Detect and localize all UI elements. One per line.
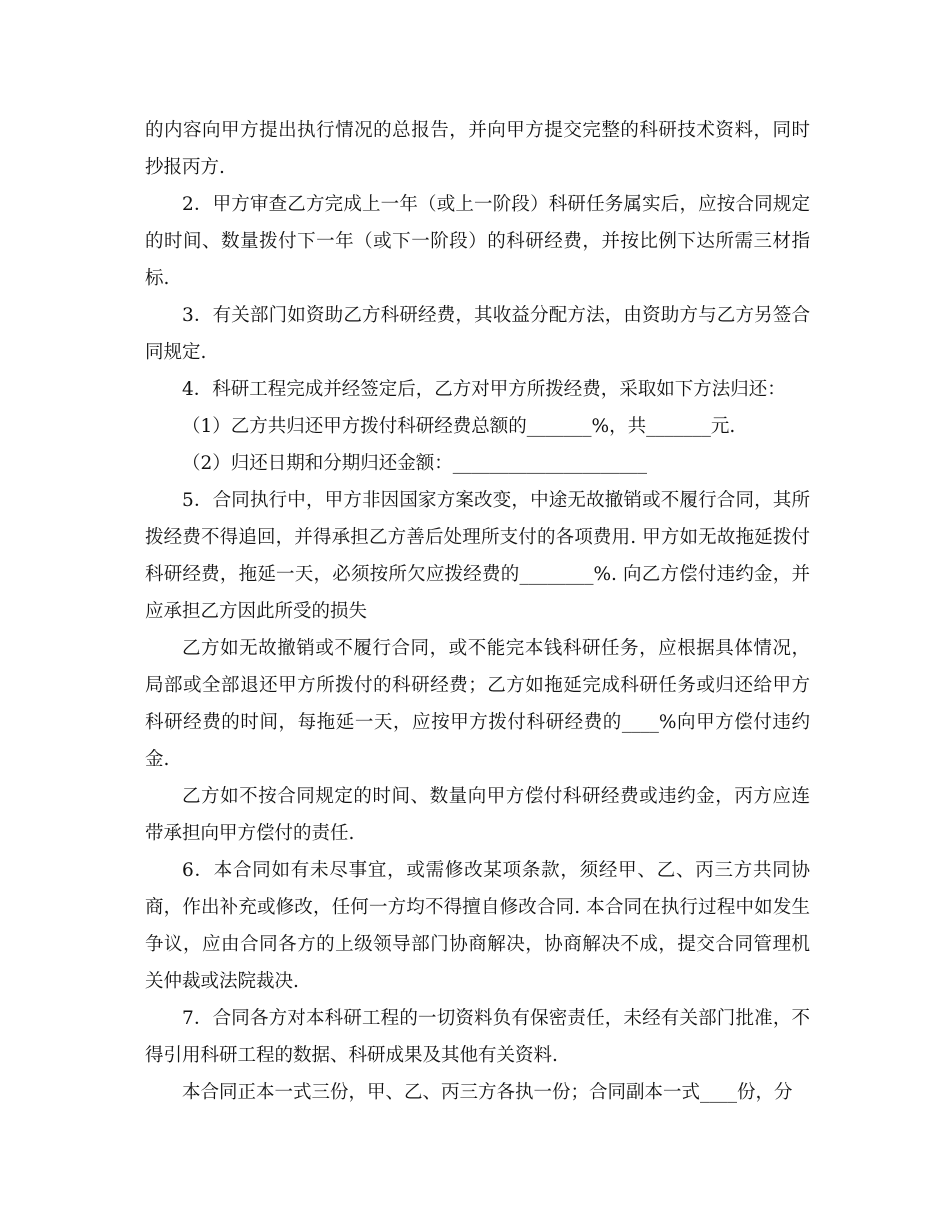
clause-2: 2．甲方审查乙方完成上一年（或上一阶段）科研任务属实后，应按合同规定的时间、数量拨付下一年（或下一阶段）的科研经费，并按比例下达所需三材指标. <box>145 194 810 289</box>
contract-body <box>145 112 810 1111</box>
clause-7: 7．合同各方对本科研工程的一切资料负有保密责任，未经有关部门批准，不得引用科研工程的数据、科研成果及其他有关资料. <box>145 1008 810 1066</box>
clause-5-party-b: 乙方如无故撤销或不履行合同，或不能完本钱科研任务，应根据具体情况，局部或全部退还甲方所拨付的科研经费；乙方如拖延完成科研任务或归还给甲方科研经费的时间，每拖延一天，应按甲方拨付科研经费的____%向甲方偿付违约金. <box>145 638 810 770</box>
clause-4: 4．科研工程完成并经签定后，乙方对甲方所拨经费，采取如下方法归还： <box>182 379 786 400</box>
clause-5: 5．合同执行中，甲方非因国家方案改变，中途无故撤销或不履行合同，其所拨经费不得追回，并得承担乙方善后处理所支付的各项费用. 甲方如无故拖延拨付科研经费，拖延一天，必须按所欠应拨经费的________%. 向乙方偿付违约金，并应承担乙方因此所受的损失 <box>145 490 810 622</box>
clause-4-item-1: （1）乙方共归还甲方拨付科研经费总额的_______%，共_______元. <box>182 416 736 437</box>
clause-6: 6．本合同如有未尽事宜，或需修改某项条款，须经甲、乙、丙三方共同协商，作出补充或修改，任何一方均不得擅自修改合同. 本合同在执行过程中如发生争议，应由合同各方的上级领导部门协商解决，协商解决不成，提交合同管理机关仲裁或法院裁决. <box>145 860 810 992</box>
clause-3: 3．有关部门如资助乙方科研经费，其收益分配方法，由资助方与乙方另签合同规定. <box>145 305 810 363</box>
paragraph-report-continuation: 的内容向甲方提出执行情况的总报告，并向甲方提交完整的科研技术资料，同时抄报丙方. <box>145 120 810 178</box>
copies-clause: 本合同正本一式三份，甲、乙、丙三方各执一份；合同副本一式____份，分 <box>182 1082 793 1103</box>
clause-4-item-2: （2）归还日期和分期归还金额：_____________________ <box>182 453 648 474</box>
clause-5-party-c: 乙方如不按合同规定的时间、数量向甲方偿付科研经费或违约金，丙方应连带承担向甲方偿付的责任. <box>145 786 810 844</box>
